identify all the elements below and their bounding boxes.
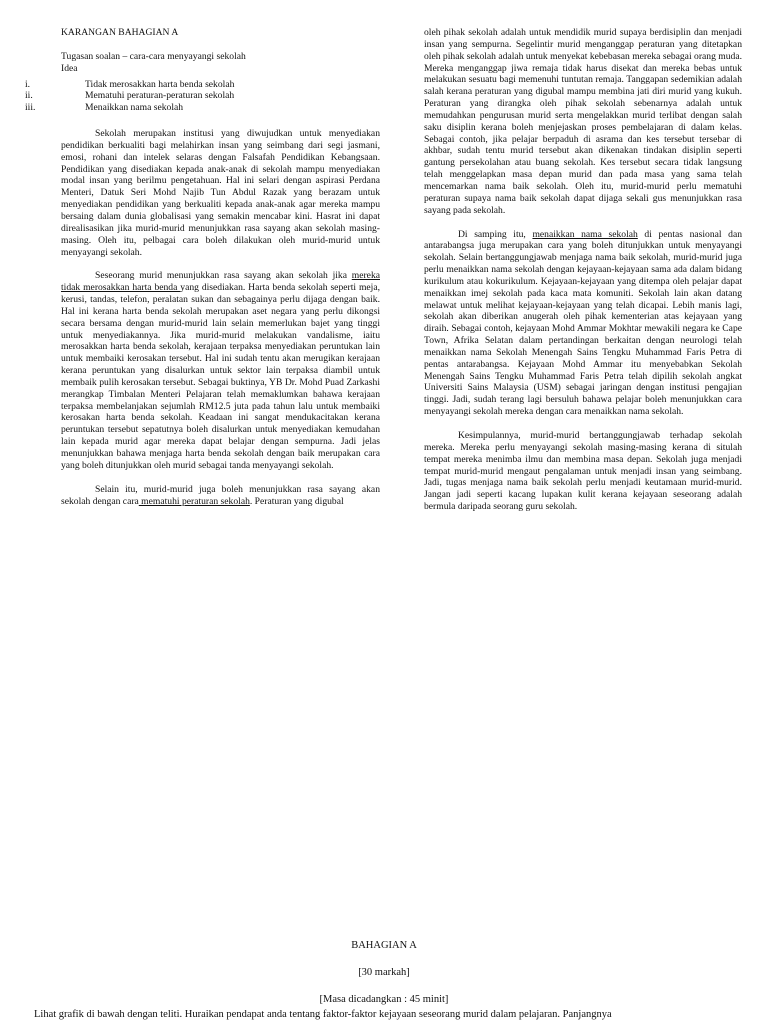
point-2-paragraph-start <box>61 484 380 508</box>
left-column <box>25 27 380 519</box>
idea-text: Menaikkan nama sekolah <box>85 102 184 114</box>
idea-list <box>25 78 380 115</box>
introduction-paragraph: Sekolah merupakan institusi yang diwujudkan untuk menyediakan pendidikan berkualiti bagi melahirkan insan yang seimbang dari segi jasmani, emosi, rohani dan intelek selaras dengan Falsafah Pendidikan Kebangsaan. Pendidikan yang disediakan kepada anak-anak di sekolah mampu menyediakan modal insan yang berilmu pengetahuan. Hal ini selari dengan aspirasi Perdana Menteri, Datuk Seri Mohd Najib Tun Abdul Razak yang berazam untuk menyediakan pendidikan yang berkualiti kepada anak-anak agar mereka mampu bersaing dalam dunia globalisasi yang semakin mencabar kini. Hasrat ini dapat direalisasikan jika murid-murid menunjukkan rasa sayang akan sekolah masing-masing. Oleh itu, pelbagai cara boleh dilakukan oleh murid-murid untuk menyayangi sekolah. <box>61 128 380 258</box>
paragraph-text: Selain itu, murid-murid juga boleh menunjukkan rasa sayang akan sekolah dengan cara <box>61 483 380 507</box>
underlined-phrase: mereka tidak merosakkan harta benda <box>61 270 380 294</box>
idea-number: i. <box>25 78 31 90</box>
idea-text: Mematuhi peraturan-peraturan sekolah <box>85 90 235 102</box>
point-2-paragraph-continued: oleh pihak sekolah adalah untuk mendidik murid supaya berdisiplin dan menjadi insan yang sempurna. Segelintir murid menganggap peraturan yang ditetapkan oleh pihak sekolah adalah untuk menyekat kebebasan mereka sebagai orang muda. Mereka menganggap jiwa remaja tidak harus disekat dan mereka bebas untuk melakukan sesuatu bagi memenuhi tuntutan remaja. Tanggapan sedemikian adalah salah kerana peraturan yang digubal mampu membina jati diri murid yang kukuh. Peraturan yang dirangka oleh pihak sekolah sebenarnya adalah untuk memudahkan pengurusan murid serta mengelakkan murid terlibat dengan salah saku disiplin kerana boleh menjejaskan proses pembelajaran di dalam kelas. Sebagai contoh, jika pelajar berpaduh di asrama dan kes tersebut tersebar di akhbar, sudah tentu murid tersebut akan dikenakan tindakan disiplin seperti gantung persekolahan atau buang sekolah. Kes tersebut secara tidak langsung telah menggelapkan masa depan murid dan pada masa yang sama telah mencemarkan nama baik sekolah. Oleh itu, murid-murid perlu mematuhi peraturan supaya nama baik sekolah dapat dijaga sekali gus menunjukkan rasa sayang pada sekolah. <box>424 27 742 216</box>
idea-label: Idea <box>61 62 78 74</box>
essay-heading: KARANGAN BAHAGIAN A <box>61 27 179 38</box>
instruction-text: Lihat grafik di bawah dengan teliti. Huraikan pendapat anda tentang faktor-faktor kejayaan seseorang murid dalam pelajaran. Panjangnya <box>34 1009 612 1020</box>
underlined-phrase: menaikkan nama sekolah <box>532 228 638 240</box>
task-line: Tugasan soalan – cara-cara menyayangi sekolah <box>61 50 246 62</box>
idea-number: ii. <box>25 90 33 102</box>
underlined-phrase: mematuhi peraturan sekolah <box>138 495 250 507</box>
section-title: BAHAGIAN A <box>351 940 417 951</box>
paragraph-text: Seseorang murid menunjukkan rasa sayang akan sekolah jika <box>95 270 352 282</box>
idea-item <box>25 102 380 114</box>
conclusion-paragraph: Kesimpulannya, murid-murid bertanggungjawab terhadap sekolah mereka. Mereka perlu menyayangi sekolah masing-masing kerana di situlah tempat mereka menimba ilmu dan membina masa depan. Sekolah juga menjadi tempat murid-murid mengaut pengalaman untuk menjadi insan yang seimbang. Jadi, tugas menjaga nama baik sekolah perlu menjadi keutamaan murid-murid. Jangan jadi seperti kacang lupakan kulit kerana kejayaan seseorang adalah bermula daripada seorang guru sekolah. <box>424 430 742 513</box>
idea-item <box>25 78 380 91</box>
time-label: [Masa dicadangkan : 45 minit] <box>319 994 449 1005</box>
paragraph-text: Di samping itu, <box>458 228 533 240</box>
paragraph-text: yang disediakan. Harta benda sekolah seperti meja, kerusi, tandas, telefon, peralatan sukan dan sebagainya perlu dijaga dengan baik. Hal ini kerana harta benda sekolah merupakan aset negara yang perlu dikongsi secara bersama dengan murid-murid lain selain memerlukan bajet yang tinggi untuk menyediakannya. Jika murid-murid melakukan vandalisme, iaitu merosakkan harta benda sekolah, kerajaan terpaksa menyediakan peruntukan lain untuk membaiki kerosakan tersebut. Hal ini sudah tentu akan merugikan kerajaan kerana peruntukan yang disalurkan untuk sektor lain terpaksa diambil untuk membaik pulih kerosakan tersebut. Sebagai buktinya, YB Dr. Mohd Puad Zarkashi merangkap Timbalan Menteri Pelajaran telah memaklumkan bahawa kerajaan terpaksa membelanjakan sejumlah RM12.5 juta pada tahun lalu untuk membaiki kerosakan harta benda sekolah. Keadaan ini sangat mendukacitakan kerana peruntukan tersebut sepatutnya boleh disalurkan untuk menyediakan kemudahan lain kepada murid agar mereka dapat belajar dengan sempurna. Jadi jelas menunjukkan bahawa menjaga harta benda sekolah dengan baik merupakan cara yang boleh ditunjukkan oleh murid sebagai tanda menyayangi sekolah. <box>61 282 380 471</box>
idea-number: iii. <box>25 102 36 114</box>
point-1-paragraph <box>61 270 380 471</box>
marks-label: [30 markah] <box>358 967 410 978</box>
right-column <box>424 27 742 525</box>
paragraph-text: . Peraturan yang digubal <box>249 495 344 507</box>
idea-item <box>25 90 380 102</box>
paragraph-text: di pentas nasional dan antarabangsa juga merupakan cara yang boleh ditunjukkan untuk menyayangi sekolah. Selain bertanggungjawab menjaga nama baik sekolah, murid-murid juga perlu menaikkan nama sekolah dengan kejayaan-kejayaan sama ada dalam bidang kurikulum atau kokurikulum. Kejayaan-kejayaan yang ditempa oleh pelajar dapat menaikkan imej sekolah pada kaca mata komuniti. Sekolah lain akan datang melawat untuk melihat kejayaan-kejayaan yang telah dicapai. Lebih manis lagi, sekolah akan diberikan anugerah oleh pihak kementerian atas kejayaan yang diraih. Sebagai contoh, kejayaan Mohd Ammar Mokhtar mewakili negara ke Cape Town, Afrika Selatan dalam pertandingan berkaitan dengan neurologi telah menaikkan nama Sekolah Menengah Sains Tengku Muhammad Faris Petra di pentas antarabangsa. Kejayaan Mohd Ammar itu menyebabkan Sekolah Menengah Sains Tengku Muhammad Faris Petra telah dipilih sekolah angkat Universiti Sains Malaysia (USM) sebagai jaringan dengan institusi pengajian tinggi. Jadi, sudah terang lagi bersuluh bahawa pelajar boleh menunjukkan cara menyayangi sekolah mereka dengan cara menaikkan nama sekolah. <box>424 228 743 418</box>
idea-text: Tidak merosakkan harta benda sekolah <box>85 78 235 90</box>
point-3-paragraph <box>424 229 742 419</box>
